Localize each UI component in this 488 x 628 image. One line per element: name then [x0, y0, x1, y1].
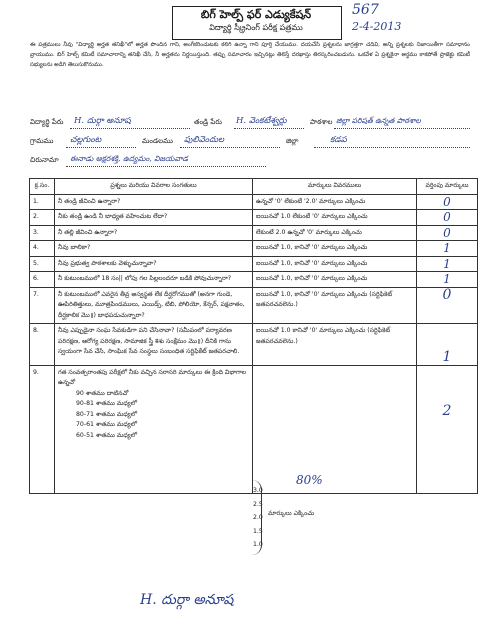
grade-score-1: 3.0	[253, 487, 263, 494]
name-underline	[70, 128, 190, 129]
percentage-value: 80%	[296, 473, 323, 487]
student-info	[30, 116, 470, 174]
row-mark: 1	[417, 272, 478, 288]
row-question	[55, 365, 253, 493]
grade-score-5: 1.0	[253, 541, 263, 548]
row-mark: 1	[417, 256, 478, 272]
grade-range-3: 80-71 శాతము మధ్యలో	[76, 410, 137, 418]
grade-score-3: 2.0	[253, 514, 263, 521]
row-question: నీ కుటుంబములో 18 సం|| లోపు గల పిల్లలందరూ బడికి పోవుచున్నారా?	[55, 272, 253, 288]
row-question: నీ తల్లి జీవించి ఉన్నారా?	[55, 225, 253, 241]
row-scoring: ఐయినచో 1.0, కానిచో '0' మార్కులు ఎక్కించు (సర్టిఫికెట్ జతపరచవలెను.)	[253, 287, 417, 324]
father-label: తండ్రి పేరు	[194, 118, 222, 126]
header-serial: క్ర.సం.	[30, 179, 55, 195]
row-num: 6.	[30, 272, 55, 288]
row-num: 1.	[30, 194, 55, 210]
grade-range-1: 90 శాతము దాటినచో	[76, 389, 129, 397]
father-underline	[234, 128, 304, 129]
row-num: 2.	[30, 210, 55, 226]
row-question: నీవు ప్రభుత్వ పాఠశాలకు వెళ్ళుచున్నావా?	[55, 256, 253, 272]
row-scoring: ఉన్నచో '0' లేకుంటే '2.0' మార్కులు ఎక్కించు	[253, 194, 417, 210]
address-label: చిరునామా	[30, 156, 59, 164]
district-label: జిల్లా	[286, 137, 299, 145]
screening-table	[29, 178, 478, 494]
row-mark: 0	[417, 287, 478, 324]
row-mark: 0	[417, 194, 478, 210]
name-value: H. దుర్గా అనూష	[74, 116, 131, 126]
row-question-text: గత సంవత్సరాంతపు పరీక్షలో నీకు వచ్చిన సరాసరి మార్కులు ఈ క్రింది విభాగాల ఉన్నచో	[58, 368, 247, 386]
row-mark: 0	[417, 225, 478, 241]
grade-range-2: 90-81 శాతము మధ్యలో	[76, 400, 137, 407]
table-header-row	[30, 179, 478, 195]
table-row	[30, 324, 478, 366]
father-value: H. వెంకటేశ్వర్లు	[236, 116, 287, 126]
village-underline	[66, 147, 136, 148]
district-underline	[314, 147, 470, 148]
row-mark: 1	[417, 241, 478, 257]
row-scoring: ఐయినచో 1.0, కానిచో '0' మార్కులు ఎక్కించు	[253, 241, 417, 257]
table-row	[30, 225, 478, 241]
row-mark: 0	[417, 210, 478, 226]
row-num: 3.	[30, 225, 55, 241]
row-question: నీ తండ్రి జీవించి ఉన్నారా?	[55, 194, 253, 210]
village-label: గ్రామము	[30, 137, 54, 145]
row-num: 7.	[30, 287, 55, 324]
instructions-paragraph: ఈ పత్రములు నీవు "విద్యార్థి అర్హత తనిఖీ"లో అర్హత పొందిన గాని, అంగీకరించుటకు కలిగి ఉన్నా గాని పూర్తి చేయుము. దయచేసి ప్రశ్నలను జాగ్రత్తగా చదివి, అన్ని ప్రశ్నలకు నిజాయితీగా సమాధానం వ్రాయుము. బిగ్ హెల్ప్ కమిటీ సమాచారాన్ని తనిఖీ చేసి, నీ అర్హతను నిర్ణయిస్తుంది. తప్పు సమాచారం ఇచ్చినట్లు తెలిస్తే దరఖాస్తు తిరస్కరించబడును. ఒకవేళ ఏ ప్రశ్నకైనా అర్థము కాకపోతే ప్రాజెక్టు కమిటీ సభ్యులను అడిగి తెలుసుకొనుము.	[30, 42, 470, 68]
table-row	[30, 365, 478, 493]
row-scoring	[253, 365, 417, 493]
row-question: నీకు తండ్రి ఉండి నీ బాధ్యత వహించుట లేదా?	[55, 210, 253, 226]
grade-range-4: 70-61 శాతము మధ్యలో	[76, 421, 137, 428]
row-question: నీ కుటుంబములో ఎవరైన తీవ్ర అస్వస్థత లేక దీర్ఘరోగముతో (అనగా గుండె, ఊపిరితిత్తులు, మూత్రపిండములు, ఎయిడ్స్, టిబి, పోలియో, కేన్సర్, పక్షవాతం, దీర్ఘకాలిక మొ॥) బాధపడుచున్నారా?	[55, 287, 253, 324]
grade-range-5: 60-51 శాతము మధ్యలో	[76, 431, 137, 439]
row-scoring: ఐయినచో 1.0 కానిచో '0' మార్కులు ఎక్కించు (సర్టిఫికెట్ జతపరచవలెను.)	[253, 324, 417, 366]
row-scoring: ఐయినచో 1.0, కానిచో '0' మార్కులు ఎక్కించు	[253, 272, 417, 288]
row-mark: 1	[417, 324, 478, 366]
grade-note: మార్కులు ఎక్కించు	[268, 510, 315, 517]
table-row	[30, 241, 478, 257]
address-underline	[66, 166, 266, 167]
row-num: 9.	[30, 365, 55, 493]
mandal-underline	[180, 147, 280, 148]
header-question: ప్రశ్నలు మరియు వివరాల సంగతులు	[55, 179, 253, 195]
row-question: నీవు ఎప్పుడైనా సంఘ సేవకుడిగా పని చేసినావా? (సమీపంలో పర్యావరణ పరిరక్షణ, ఆరోగ్య పరిరక్షణ, సామాజిక స్త్రీ శిశు సంక్షేమం మొ॥) దీనికి గాను స్వయంగా సేవ చేసి, సాంఘిక సేవ సంస్థలు సంబంధిత సర్టిఫికేట్ జతపరచాలి.	[55, 324, 253, 366]
district-value: కడప	[330, 135, 347, 145]
form-title: బిగ్ హెల్ప్ ఫర్ ఎడ్యుకేషన్	[200, 8, 312, 21]
row-num: 8.	[30, 324, 55, 366]
student-signature: H. దుర్గా అనూష	[140, 592, 234, 608]
row-num: 5.	[30, 256, 55, 272]
address-value: ఈనాడు అక్షరశక్తి, ఉద్యమం, విజయవాడ	[70, 154, 188, 163]
header-marks: వర్తింపు మార్కులు	[417, 179, 478, 195]
header-scoring: మార్కులు వివరములు	[253, 179, 417, 195]
row-mark: 2	[417, 365, 478, 493]
name-label: విద్యార్థి పేరు	[30, 118, 64, 126]
table-row	[30, 287, 478, 324]
form-subtitle: విద్యార్థి స్క్రీనింగ్ పరీక్ష పత్రము	[209, 23, 303, 32]
table-row	[30, 256, 478, 272]
school-label: పాఠశాల	[310, 118, 333, 126]
mandal-label: మండలము	[142, 137, 173, 145]
row-num: 4.	[30, 241, 55, 257]
row-scoring: ఐయినచో 1.0, కానిచో '0' మార్కులు ఎక్కించు	[253, 256, 417, 272]
row-scoring: లేకుంటే 2.0 ఉన్నచో '0' మార్కులు ఎక్కించు	[253, 225, 417, 241]
row-question: నీవు బాలికా?	[55, 241, 253, 257]
serial-number: 567	[352, 2, 379, 18]
school-underline	[334, 128, 470, 129]
school-value: జిల్లా పరిషత్ ఉన్నత పాఠశాల	[336, 116, 421, 125]
village-value: చల్లగుంట	[70, 135, 102, 145]
table-row	[30, 272, 478, 288]
table-row	[30, 194, 478, 210]
grade-brace	[251, 480, 262, 555]
table-row	[30, 210, 478, 226]
form-date: 2-4-2013	[352, 20, 402, 33]
grade-score-4: 1.5	[253, 527, 263, 535]
row-scoring: ఐయినచో 1.0 లేకుంటే '0' మార్కులు ఎక్కించు	[253, 210, 417, 226]
grade-score-2: 2.5	[253, 500, 263, 508]
mandal-value: పులివెందుల	[184, 135, 225, 145]
